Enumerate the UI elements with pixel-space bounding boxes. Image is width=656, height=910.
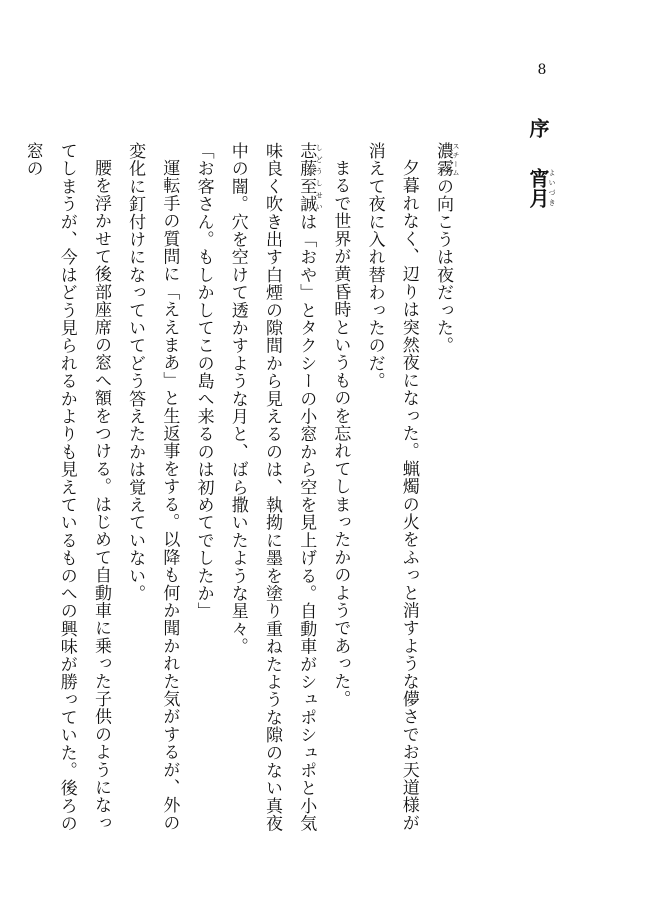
chapter-heading: [520, 118, 556, 208]
ruby-word-name: [296, 142, 324, 213]
ruby-base: 濃霧: [433, 142, 453, 178]
paragraph-1: [426, 142, 460, 842]
chapter-title: [526, 168, 556, 208]
paragraph-6: 運転手の質問に「ええまあ」と生返事をする。以降も何か聞かれた気がするが、外の変化に釘付けになっていてどう答えたかは覚えていない。: [125, 142, 180, 832]
paragraph-2: 夕暮れなく、辺りは突然夜になった。蝋燭の火をふっと消すような儚さでお天道様が消えて夜に入れ替わったのだ。: [364, 142, 419, 832]
paragraph-text: の向こうは夜だった。: [433, 177, 453, 355]
ruby-reading: スチーム: [452, 142, 460, 178]
paragraph-7: 腰を浮かせて後部座席の窓へ額をつける。はじめて自動車に乗った子供のようになってしまうが、今はどう見られるかよりも見えているものへの興味が勝っていた。後ろの窓の: [22, 142, 111, 833]
paragraph-text: は「おや」とタクシーの小窓から空を見上げる。自動車がシュポシュポと小気味良く吹き出す白煙の隙間から見えるのは、執拗に墨を塗り重ねたような隙のない真夜中の闇。穴を空けて透かすような月と、ばら撒いたような星々。: [227, 142, 317, 833]
paragraph-3: まるで世界が黄昏時というものを忘れてしまったかのようであった。: [330, 159, 351, 708]
paragraph-4: [221, 142, 324, 842]
ruby-word-steam: [433, 142, 460, 178]
body-text: [15, 142, 460, 842]
chapter-title-text: 宵月: [526, 168, 550, 208]
chapter-label: 序: [526, 118, 550, 138]
paragraph-5: 「お客さん。もしかしてこの島へ来るのは初めてでしたか」: [193, 142, 214, 620]
ruby-base: 志藤至誠: [296, 142, 317, 213]
chapter-title-ruby: よいづき: [548, 168, 556, 208]
page-number: 8: [537, 62, 547, 78]
ruby-reading: しどうしせい: [315, 142, 324, 213]
